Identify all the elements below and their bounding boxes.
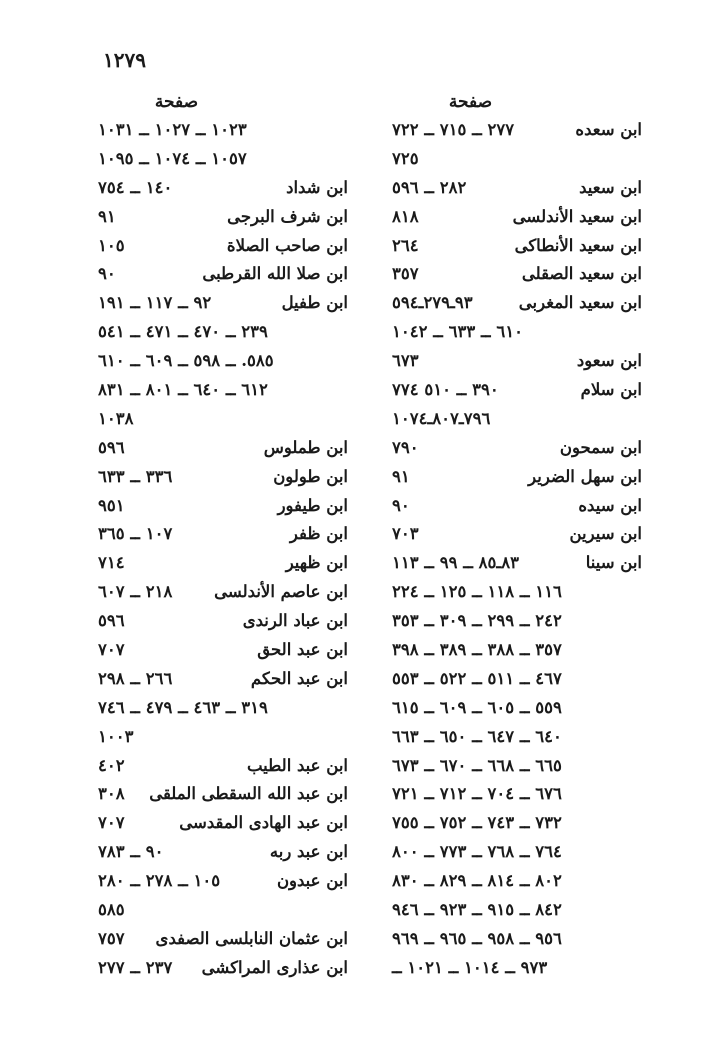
index-entry: [98, 549, 348, 578]
index-entry: [392, 636, 642, 665]
entry-pages: ٥٨٥: [98, 900, 125, 920]
index-entry: [98, 520, 348, 549]
index-entry: [392, 520, 642, 549]
entry-pages: ٦٦٥ ــ ٦٦٨ ــ ٦٧٠ ــ ٦٧٣: [392, 755, 562, 775]
entry-name: ابن عبد الهادى المقدسى: [179, 813, 348, 833]
entry-name: ابن سمحون: [559, 437, 642, 457]
index-entry: [98, 694, 348, 723]
entry-name: ابن طيفور: [277, 495, 348, 515]
entry-pages: ٨١٨: [392, 206, 419, 226]
entry-name: ابن عثمان النابلسى الصفدى: [155, 928, 348, 948]
entry-pages: ٩٥٦ ــ ٩٥٨ ــ ٩٦٥ ــ ٩٦٩: [392, 928, 562, 948]
entry-name: ابن عباد الرندى: [242, 611, 348, 631]
entry-pages: ٢٦٦ ــ ٢٩٨: [98, 668, 173, 688]
entry-pages: ٨٣ـ٨٥ ــ ٩٩ ــ ١١٣: [392, 553, 519, 573]
entry-pages: ٥٨٥. ــ ٥٩٨ ــ ٦٠٩ ــ ٦١٠: [98, 351, 274, 371]
entry-pages: ٣٥٧ ــ ٣٨٨ ــ ٣٨٩ ــ ٣٩٨: [392, 640, 562, 660]
entry-pages: ٤٦٧ ــ ٥١١ ــ ٥٢٢ ــ ٥٥٣: [392, 668, 562, 688]
entry-pages: ٣٠٨: [98, 784, 125, 804]
entry-name: ابن عبد الطيب: [246, 755, 348, 775]
entry-name: ابن عبد الحكم: [250, 668, 348, 688]
index-entry: [392, 867, 642, 896]
entry-name: ابن طولون: [273, 466, 348, 486]
index-entry: [392, 289, 642, 318]
entry-pages: ٧٥٧: [98, 928, 125, 948]
index-entry: [392, 376, 642, 405]
index-entry: [98, 752, 348, 781]
index-entry: [392, 694, 642, 723]
entry-pages: ٢١٨ ــ ٦٠٧: [98, 582, 173, 602]
entry-pages: ٥٥٩ ــ ٦٠٥ ــ ٦٠٩ ــ ٦١٥: [392, 697, 562, 717]
index-entry: [98, 318, 348, 347]
entry-pages: ٥٩٦: [98, 437, 125, 457]
index-entry: [98, 260, 348, 289]
index-entry: [98, 838, 348, 867]
entry-pages: ٩٠: [392, 495, 410, 515]
index-entry: [392, 607, 642, 636]
index-entry: [98, 723, 348, 752]
index-entry: [392, 116, 642, 145]
index-entry: [98, 607, 348, 636]
entry-pages: ١٠٣٨: [98, 408, 134, 428]
entry-pages: ٧٣٢ ــ ٧٤٣ ــ ٧٥٢ ــ ٧٥٥: [392, 813, 562, 833]
index-entry: [392, 145, 642, 174]
index-entry: [98, 434, 348, 463]
entry-name: ابن سيده: [578, 495, 642, 515]
entry-pages: ٦٧٣: [392, 351, 419, 371]
entry-name: ابن سعود: [576, 351, 642, 371]
entry-pages: ٩٣ـ٢٧٩ـ٥٩٤: [392, 293, 473, 313]
index-entry: [98, 809, 348, 838]
entry-pages: ٦١٠ ــ ٦٣٣ ــ ١٠٤٢: [392, 322, 523, 342]
index-entry: [392, 665, 642, 694]
entry-pages: ٢٣٧ ــ ٢٧٧: [98, 957, 173, 977]
entry-pages: ٢٤٢ ــ ٢٩٩ ــ ٣٠٩ ــ ٣٥٣: [392, 611, 562, 631]
column-heading: صفحة: [448, 92, 492, 112]
index-entry: [392, 347, 642, 376]
entry-pages: ١٤٠ ــ ٧٥٤: [98, 177, 173, 197]
entry-pages: ٧٠٧: [98, 813, 125, 833]
entry-pages: ٦٧٦ ــ ٧٠٤ ــ ٧١٢ ــ ٧٢١: [392, 784, 562, 804]
index-column-left: [98, 88, 348, 983]
index-entry: [98, 867, 348, 896]
index-entry: [392, 318, 642, 347]
entry-pages: ٢٣٩ ــ ٤٧٠ ــ ٤٧١ ــ ٥٤١: [98, 322, 268, 342]
index-entry: [98, 405, 348, 434]
entry-pages: ١١٦ ــ ١١٨ ــ ١٢٥ ــ ٢٢٤: [392, 582, 562, 602]
index-column-right: [392, 88, 642, 983]
entry-pages: ٩١: [98, 206, 116, 226]
entry-pages: ٧٠٣: [392, 524, 419, 544]
entry-name: ابن طفيل: [281, 293, 348, 313]
index-entry: [392, 925, 642, 954]
entry-pages: ٧٩٦ـ٨٠٧ـ١٠٧٤: [392, 408, 491, 428]
entry-name: ابن عبد ربه: [269, 842, 348, 862]
index-entry: [392, 549, 642, 578]
index-entry: [98, 665, 348, 694]
entry-pages: ٦١٢ ــ ٦٤٠ ــ ٨٠١ ــ ٨٣١: [98, 380, 268, 400]
entry-name: ابن صاحب الصلاة: [226, 235, 348, 255]
index-entry: [392, 434, 642, 463]
index-entry: [392, 463, 642, 492]
entry-pages: ٩٠ ــ ٧٨٣: [98, 842, 164, 862]
index-entry: [98, 347, 348, 376]
index-entry: [392, 809, 642, 838]
entry-pages: ١٠٧ ــ ٣٦٥: [98, 524, 173, 544]
entry-name: ابن عذارى المراكشى: [201, 957, 348, 977]
entry-name: ابن سعيد الأنطاكى: [514, 235, 642, 255]
entry-pages: ٩٢ ــ ١١٧ ــ ١٩١: [98, 293, 212, 313]
entry-pages: ٢٦٤: [392, 235, 419, 255]
index-entry: [98, 636, 348, 665]
entry-name: ابن سينا: [585, 553, 642, 573]
entry-pages: ٩٧٣ ــ ١٠١٤ ــ ١٠٢١ ــ: [392, 957, 548, 977]
entry-pages: ٥٩٦: [98, 611, 125, 631]
entry-name: ابن سعيد: [579, 177, 642, 197]
entry-pages: ٩٠: [98, 264, 116, 284]
index-entry: [392, 578, 642, 607]
index-entry: [392, 492, 642, 521]
index-entry: [98, 925, 348, 954]
index-entry: [392, 405, 642, 434]
entry-name: ابن سلام: [580, 380, 642, 400]
index-entry: [98, 203, 348, 232]
entry-pages: ٨٠٢ ــ ٨١٤ ــ ٨٢٩ ــ ٨٣٠: [392, 871, 562, 891]
index-entry: [392, 896, 642, 925]
index-entry: [98, 145, 348, 174]
entry-pages: ١٠٢٣ ــ ١٠٢٧ ــ ١٠٣١: [98, 120, 247, 139]
entry-name: ابن ظفر: [289, 524, 348, 544]
index-entry: [98, 174, 348, 203]
index-entry: [392, 838, 642, 867]
index-entry: [98, 376, 348, 405]
index-entry: [392, 260, 642, 289]
entry-pages: ٩٥١: [98, 495, 125, 515]
entry-name: ابن صلا الله القرطبى: [202, 264, 348, 284]
index-entry: [392, 954, 642, 983]
entry-pages: ٤٠٢: [98, 755, 125, 775]
column-heading: صفحة: [154, 92, 198, 112]
entry-pages: ٧١٤: [98, 553, 125, 573]
entry-name: ابن عاصم الأندلسى: [214, 582, 348, 602]
entry-name: ابن سهل الضرير: [528, 466, 642, 486]
entry-pages: ٢٨٢ ــ ٥٩٦: [392, 177, 467, 197]
index-entry: [392, 232, 642, 261]
entry-pages: ١٠٥: [98, 235, 125, 255]
entry-pages: ٣٩٠ ــ ٥١٠ ٧٧٤: [392, 380, 499, 400]
index-entry: [392, 752, 642, 781]
index-entry: [392, 203, 642, 232]
entry-pages: ٣١٩ ــ ٤٦٣ ــ ٤٧٩ ــ ٧٤٦: [98, 697, 268, 717]
page-number: ١٢٧٩: [103, 48, 146, 72]
index-entry: [98, 492, 348, 521]
entry-name: ابن عبد الحق: [257, 640, 348, 660]
index-entry: [98, 578, 348, 607]
entry-pages: ٩١: [392, 466, 410, 486]
index-entry: [98, 232, 348, 261]
entry-name: ابن سعده: [575, 120, 642, 139]
entry-name: ابن ظهير: [285, 553, 348, 573]
entry-pages: ٧٢٥: [392, 148, 419, 168]
entry-pages: ٣٣٦ ــ ٦٣٣: [98, 466, 173, 486]
index-entry: [98, 954, 348, 983]
entry-pages: ٦٤٠ ــ ٦٤٧ ــ ٦٥٠ ــ ٦٦٣: [392, 726, 562, 746]
entry-name: ابن سعيد الصقلى: [521, 264, 642, 284]
entry-pages: ١٠٥٧ ــ ١٠٧٤ ــ ١٠٩٥: [98, 148, 247, 168]
index-entry: [98, 896, 348, 925]
entry-pages: ٢٧٧ ــ ٧١٥ ــ ٧٢٢: [392, 120, 515, 139]
index-entry: [98, 116, 348, 145]
index-entry: [98, 463, 348, 492]
index-entry: [392, 174, 642, 203]
entry-pages: ٧٩٠: [392, 437, 419, 457]
entry-pages: ٧٦٤ ــ ٧٦٨ ــ ٧٧٣ ــ ٨٠٠: [392, 842, 562, 862]
entry-name: ابن شداد: [286, 177, 348, 197]
entry-name: ابن عبد الله السقطى الملقى: [149, 784, 348, 804]
entry-name: ابن سعيد المغربى: [518, 293, 642, 313]
index-entry: [98, 780, 348, 809]
index-entry: [392, 780, 642, 809]
entry-pages: ١٠٥ ــ ٢٧٨ ــ ٢٨٠: [98, 871, 221, 891]
entry-name: ابن سعيد الأندلسى: [512, 206, 642, 226]
entry-pages: ١٠٠٣: [98, 726, 134, 746]
entry-name: ابن عبدون: [276, 871, 348, 891]
index-entry: [98, 289, 348, 318]
entry-name: ابن سيرين: [569, 524, 642, 544]
entry-name: ابن شرف البرجى: [227, 206, 348, 226]
entry-pages: ٧٠٧: [98, 640, 125, 660]
entry-pages: ٨٤٢ ــ ٩١٥ ــ ٩٢٣ ــ ٩٤٦: [392, 900, 562, 920]
index-entry: [392, 723, 642, 752]
entry-pages: ٣٥٧: [392, 264, 419, 284]
entry-name: ابن طملوس: [263, 437, 348, 457]
